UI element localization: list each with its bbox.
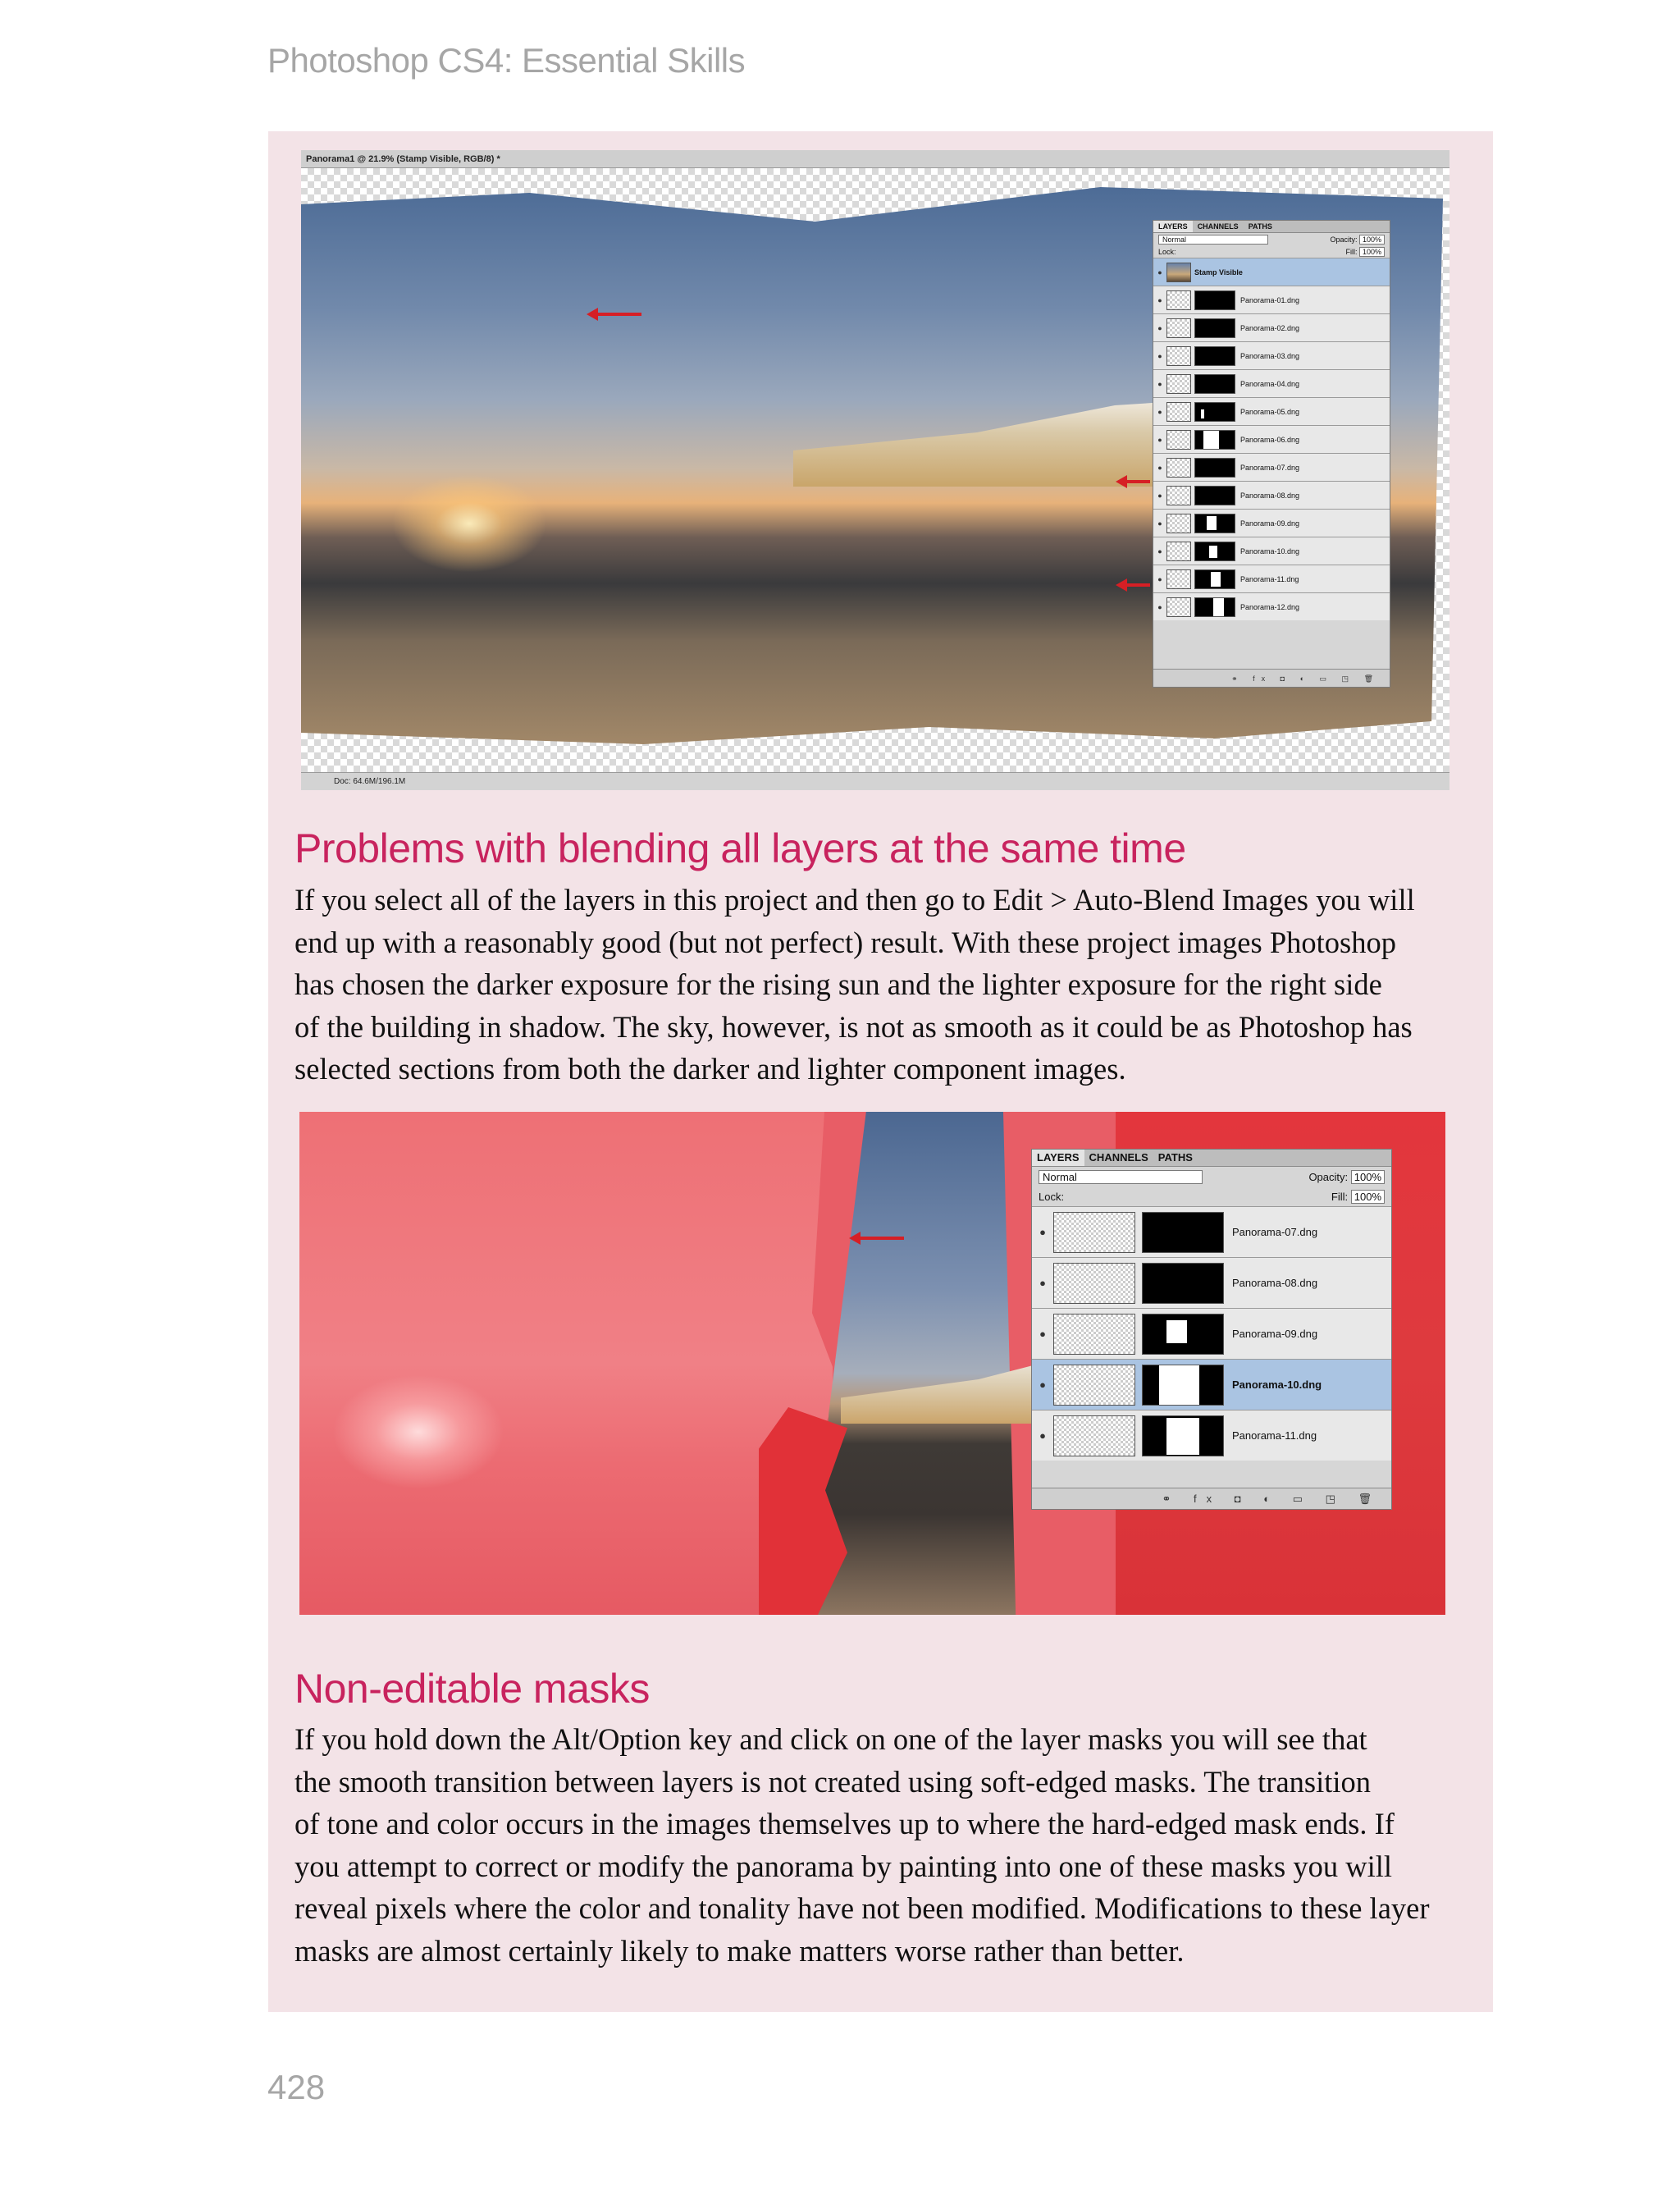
lock-label: Lock: <box>1039 1191 1065 1203</box>
layer-row[interactable] <box>1032 1359 1391 1410</box>
layer-row[interactable] <box>1032 1410 1391 1461</box>
visibility-eye-icon[interactable]: ● <box>1157 435 1162 444</box>
layer-row[interactable] <box>1153 341 1390 369</box>
layer-thumbnail[interactable] <box>1166 597 1191 617</box>
layer-thumbnail[interactable] <box>1053 1212 1135 1253</box>
section-heading-blending: Problems with blending all layers at the same time <box>294 825 1186 871</box>
layer-row[interactable] <box>1153 592 1390 620</box>
layer-name: Panorama-01.dng <box>1240 295 1300 304</box>
layer-mask-thumbnail[interactable] <box>1194 514 1235 533</box>
layer-name: Panorama-09.dng <box>1232 1328 1318 1340</box>
body-line: the smooth transition between layers is not created using soft-edged masks. The transition <box>294 1764 1372 1799</box>
panel-tabs <box>1032 1150 1391 1167</box>
layer-mask-thumbnail[interactable] <box>1194 346 1235 366</box>
body-line: of tone and color occurs in the images themselves up to where the hard-edged mask ends. If <box>294 1807 1395 1840</box>
visibility-eye-icon[interactable]: ● <box>1157 546 1162 556</box>
layer-thumbnail[interactable] <box>1166 290 1191 310</box>
visibility-eye-icon[interactable]: ● <box>1157 351 1162 360</box>
layer-name: Panorama-12.dng <box>1240 602 1300 611</box>
layer-name: Panorama-11.dng <box>1240 574 1299 583</box>
layer-name: Panorama-08.dng <box>1232 1277 1318 1289</box>
visibility-eye-icon[interactable]: ● <box>1039 1277 1046 1289</box>
layer-thumbnail[interactable] <box>1166 458 1191 478</box>
red-arrow-sky <box>859 1237 904 1240</box>
red-arrow-layer-06 <box>1125 480 1150 483</box>
visibility-eye-icon[interactable]: ● <box>1157 267 1162 277</box>
layer-row[interactable] <box>1153 537 1390 565</box>
visibility-eye-icon[interactable]: ● <box>1157 491 1162 500</box>
layer-row[interactable] <box>1153 369 1390 397</box>
panel-footer-icons[interactable]: ⚭ fx ◘ ◐ ▭ ◳ 🗑 <box>1032 1488 1391 1509</box>
layer-name: Panorama-06.dng <box>1240 435 1300 444</box>
layer-thumbnail[interactable] <box>1166 263 1191 282</box>
tab-paths[interactable]: PATHS <box>1157 1151 1193 1164</box>
layer-thumbnail[interactable] <box>1166 346 1191 366</box>
blend-mode-select[interactable]: Normal <box>1039 1170 1203 1184</box>
layer-row[interactable] <box>1153 453 1390 481</box>
tab-layers[interactable]: LAYERS <box>1153 221 1193 232</box>
body-line: end up with a reasonably good (but not perfect) result. With these project images Photoshop <box>294 925 1396 959</box>
layer-name: Panorama-09.dng <box>1240 519 1300 528</box>
fill-field[interactable]: 100% <box>1359 247 1385 257</box>
body-line: you attempt to correct or modify the panorama by painting into one of these masks you will <box>294 1849 1393 1883</box>
visibility-eye-icon[interactable]: ● <box>1157 295 1162 304</box>
document-tab[interactable]: Panorama1 @ 21.9% (Stamp Visible, RGB/8) * <box>301 150 1449 168</box>
visibility-eye-icon[interactable]: ● <box>1157 379 1162 388</box>
layer-row[interactable] <box>1153 481 1390 509</box>
layer-thumbnail[interactable] <box>1166 374 1191 394</box>
layer-mask-thumbnail[interactable] <box>1142 1415 1224 1456</box>
layer-thumbnail[interactable] <box>1166 486 1191 505</box>
tab-channels[interactable]: CHANNELS <box>1197 222 1239 231</box>
opacity-label: Opacity: <box>1330 235 1358 244</box>
layers-panel-zoom <box>1031 1149 1392 1510</box>
layer-list <box>1032 1206 1391 1461</box>
layer-mask-thumbnail[interactable] <box>1142 1212 1224 1253</box>
visibility-eye-icon[interactable]: ● <box>1039 1328 1046 1340</box>
visibility-eye-icon[interactable]: ● <box>1039 1429 1046 1442</box>
layer-mask-thumbnail[interactable] <box>1194 542 1235 561</box>
sun-glow <box>332 1374 504 1489</box>
fill-label: Fill: <box>1345 248 1358 256</box>
layer-thumbnail[interactable] <box>1053 1415 1135 1456</box>
tab-layers[interactable]: LAYERS <box>1032 1150 1084 1166</box>
figure-1-screenshot <box>301 150 1449 790</box>
layer-row[interactable] <box>1153 509 1390 537</box>
layer-mask-thumbnail[interactable] <box>1194 486 1235 505</box>
layer-thumbnail[interactable] <box>1166 569 1191 589</box>
layer-mask-thumbnail[interactable] <box>1194 374 1235 394</box>
layer-row[interactable] <box>1153 258 1390 286</box>
sun-glow <box>391 474 547 573</box>
body-line: selected sections from both the darker and lighter component images. <box>294 1052 1126 1086</box>
layer-name: Panorama-07.dng <box>1232 1226 1318 1238</box>
layer-name: Panorama-11.dng <box>1232 1429 1317 1442</box>
layer-name: Panorama-03.dng <box>1240 351 1300 360</box>
layer-list <box>1153 258 1390 620</box>
layer-row[interactable] <box>1153 425 1390 453</box>
layer-thumbnail[interactable] <box>1166 514 1191 533</box>
layer-name: Panorama-04.dng <box>1240 379 1300 388</box>
layer-thumbnail[interactable] <box>1166 430 1191 450</box>
fill-field[interactable]: 100% <box>1351 1190 1385 1204</box>
red-overlay-left <box>299 1112 833 1615</box>
layer-name: Panorama-08.dng <box>1240 491 1300 500</box>
layer-mask-thumbnail[interactable] <box>1194 290 1235 310</box>
layer-thumbnail[interactable] <box>1166 318 1191 338</box>
layers-panel <box>1153 220 1390 688</box>
layer-mask-thumbnail[interactable] <box>1142 1365 1224 1406</box>
layer-thumbnail[interactable] <box>1053 1263 1135 1304</box>
layer-thumbnail[interactable] <box>1166 542 1191 561</box>
visibility-eye-icon[interactable]: ● <box>1157 602 1162 611</box>
layer-mask-thumbnail[interactable] <box>1194 597 1235 617</box>
red-arrow-layer-09 <box>1125 583 1150 587</box>
layer-mask-thumbnail[interactable] <box>1194 458 1235 478</box>
visibility-eye-icon[interactable]: ● <box>1157 323 1162 332</box>
layer-thumbnail[interactable] <box>1166 402 1191 422</box>
red-arrow-sky <box>596 313 641 316</box>
layer-row[interactable] <box>1032 1206 1391 1257</box>
layer-mask-thumbnail[interactable] <box>1194 402 1235 422</box>
visibility-eye-icon[interactable]: ● <box>1157 519 1162 528</box>
layer-row[interactable] <box>1032 1257 1391 1308</box>
layer-mask-thumbnail[interactable] <box>1194 430 1235 450</box>
tab-channels[interactable]: CHANNELS <box>1089 1151 1148 1164</box>
section-body-blending <box>294 879 1415 1090</box>
layer-thumbnail[interactable] <box>1053 1365 1135 1406</box>
layer-thumbnail[interactable] <box>1053 1314 1135 1355</box>
layer-name: Panorama-05.dng <box>1240 407 1300 416</box>
tab-paths[interactable]: PATHS <box>1248 222 1272 231</box>
layer-name: Panorama-10.dng <box>1232 1378 1322 1391</box>
section-body-masks <box>294 1718 1430 1972</box>
layer-mask-thumbnail[interactable] <box>1142 1263 1224 1304</box>
visibility-eye-icon[interactable]: ● <box>1157 463 1162 472</box>
body-line: reveal pixels where the color and tonality have not been modified. Modifications to these layer <box>294 1891 1430 1925</box>
panel-footer-icons[interactable]: ⚭ fx ◘ ◐ ▭ ◳ 🗑 <box>1153 669 1390 687</box>
visibility-eye-icon[interactable]: ● <box>1157 574 1162 583</box>
figure-2-screenshot <box>299 1112 1445 1615</box>
layer-row[interactable] <box>1153 313 1390 341</box>
layer-mask-thumbnail[interactable] <box>1194 569 1235 589</box>
blend-mode-select[interactable]: Normal <box>1158 235 1268 245</box>
page-number: 428 <box>267 2068 326 2106</box>
visibility-eye-icon[interactable]: ● <box>1157 407 1162 416</box>
body-line: If you select all of the layers in this project and then go to Edit > Auto-Blend Images you will <box>294 883 1415 917</box>
layer-name: Stamp Visible <box>1194 267 1243 277</box>
layer-row[interactable] <box>1153 286 1390 313</box>
layer-row[interactable] <box>1153 565 1390 592</box>
visibility-eye-icon[interactable]: ● <box>1039 1226 1046 1238</box>
layer-name: Panorama-10.dng <box>1240 546 1300 556</box>
opacity-label: Opacity: <box>1308 1171 1349 1183</box>
body-line: masks are almost certainly likely to make matters worse rather than better. <box>294 1933 1185 1968</box>
layer-mask-thumbnail[interactable] <box>1194 318 1235 338</box>
visibility-eye-icon[interactable]: ● <box>1039 1378 1046 1391</box>
layer-name: Panorama-07.dng <box>1240 463 1300 472</box>
body-line: has chosen the darker exposure for the rising sun and the lighter exposure for the right side <box>294 967 1382 1001</box>
layer-row[interactable] <box>1153 397 1390 425</box>
body-line: If you hold down the Alt/Option key and click on one of the layer masks you will see that <box>294 1722 1367 1756</box>
panel-tabs <box>1153 221 1390 233</box>
layer-mask-thumbnail[interactable] <box>1142 1314 1224 1355</box>
body-line: of the building in shadow. The sky, however, is not as smooth as it could be as Photoshop has <box>294 1009 1413 1044</box>
running-head: Photoshop CS4: Essential Skills <box>267 41 746 80</box>
layer-row[interactable] <box>1032 1308 1391 1359</box>
layer-name: Panorama-02.dng <box>1240 323 1300 332</box>
fill-label: Fill: <box>1331 1191 1349 1203</box>
opacity-field[interactable]: 100% <box>1359 235 1385 245</box>
section-heading-masks: Non-editable masks <box>294 1666 650 1712</box>
opacity-field[interactable]: 100% <box>1351 1170 1385 1184</box>
lock-label: Lock: <box>1158 248 1176 256</box>
status-bar: Doc: 64.6M/196.1M <box>301 772 1449 790</box>
